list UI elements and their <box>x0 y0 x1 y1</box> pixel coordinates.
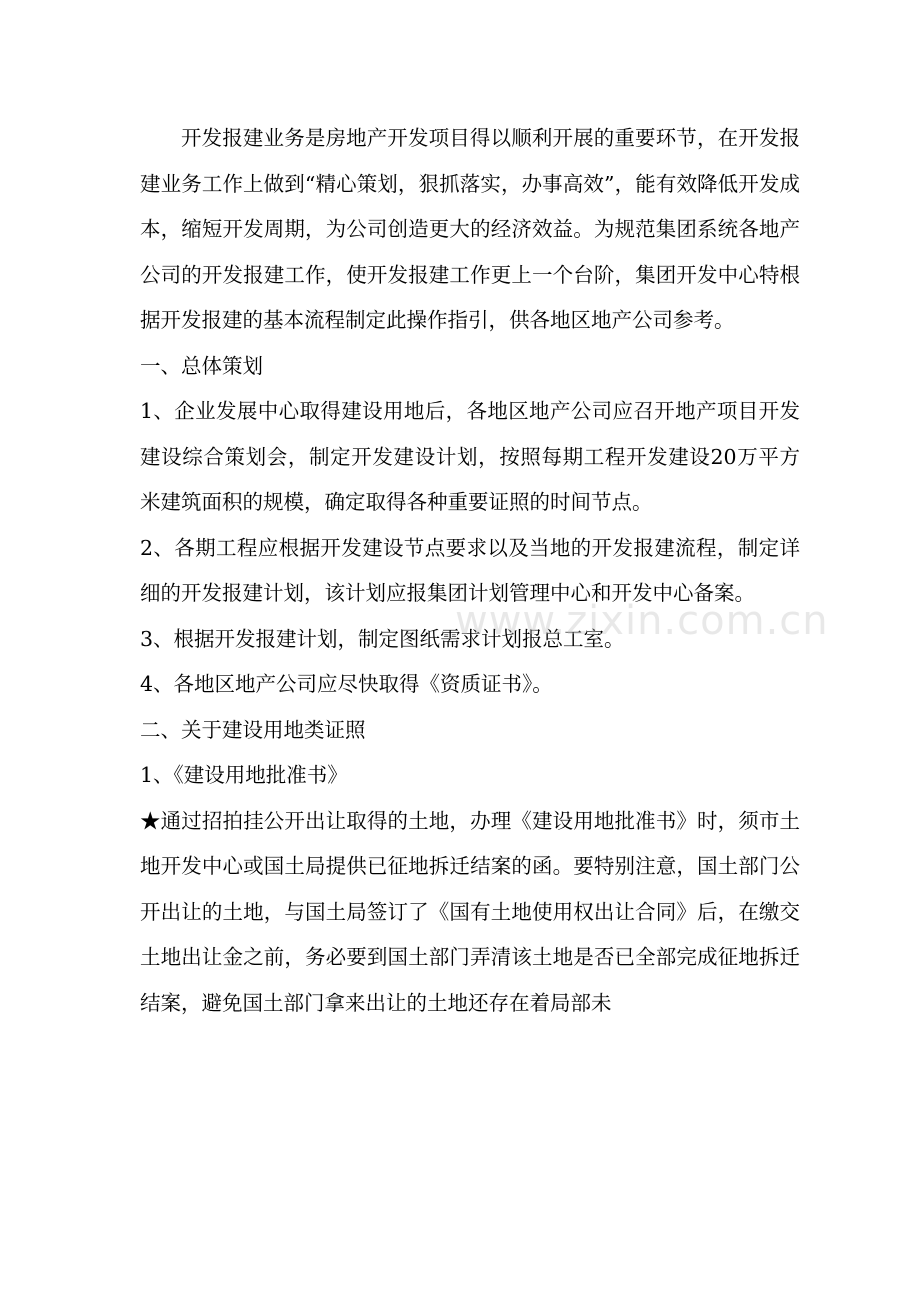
intro-paragraph: 开发报建业务是房地产开发项目得以顺利开展的重要环节，在开发报建业务工作上做到“精心策划，狠抓落实，办事高效”，能有效降低开发成本，缩短开发周期，为公司创造更大的经济效益。为规范集团系统各地产公司的开发报建工作，使开发报建工作更上一个台阶，集团开发中心特根据开发报建的基本流程制定此操作指引，供各地区地产公司参考。 <box>140 126 800 332</box>
section2-note: ★通过招拍挂公开出让取得的土地，办理《建设用地批准书》时，须市土地开发中心或国土局提供已征地拆迁结案的函。要特别注意，国土部门公开出让的土地，与国土局签订了《国有土地使用权出让合同》后，在缴交土地出让金之前，务必要到国土部门弄清该土地是否已全部完成征地拆迁结案，避免国土部门拿来出让的土地还存在着局部未 <box>140 808 800 1015</box>
watermark-text: www.zixin.com.cn <box>455 598 829 644</box>
section1-item-1: 1、企业发展中心取得建设用地后，各地区地产公司应召开地产项目开发建设综合策划会，制定开发建设计划，按照每期工程开发建设20万平方米建筑面积的规模，确定取得各种重要证照的时间节点。 <box>140 399 800 514</box>
document-body <box>140 116 800 1026</box>
section1-item-2: 2、各期工程应根据开发建设节点要求以及当地的开发报建流程，制定详细的开发报建计划，该计划应报集团计划管理中心和开发中心备案。 <box>140 535 800 605</box>
section1-item-3: 3、根据开发报建计划，制定图纸需求计划报总工室。 <box>140 626 625 651</box>
section1-heading: 一、总体策划 <box>140 353 263 378</box>
section2-heading: 二、关于建设用地类证照 <box>140 717 366 742</box>
section1-item-4: 4、各地区地产公司应尽快取得《资质证书》。 <box>140 672 553 696</box>
section2-subheading-1: 1、《建设用地批准书》 <box>140 763 348 787</box>
